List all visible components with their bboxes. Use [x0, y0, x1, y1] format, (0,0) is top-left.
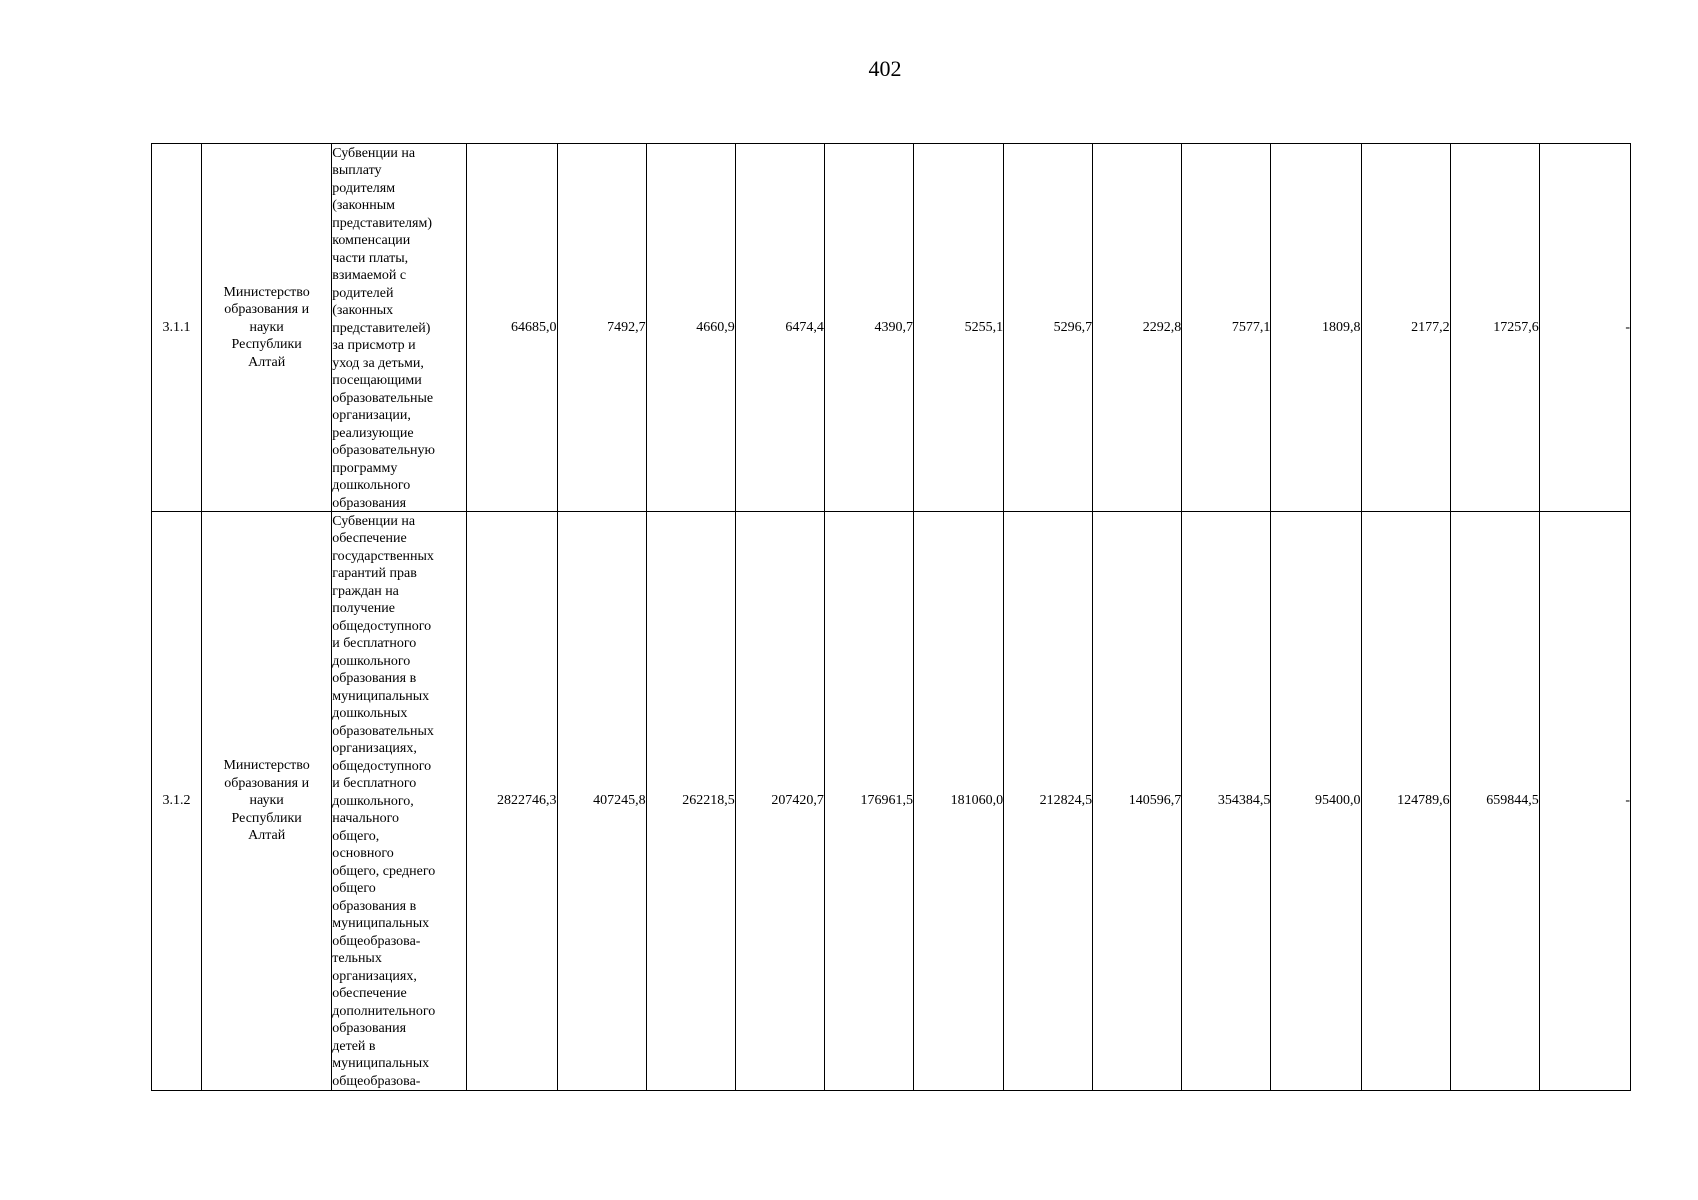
- text-line: родителей: [332, 285, 394, 301]
- table-row: [152, 512, 1631, 1091]
- text-line: Республики: [231, 810, 302, 826]
- value-cell: 140596,7: [1093, 512, 1182, 1091]
- value-cell: 6474,4: [735, 144, 824, 512]
- text-line: образования: [332, 1021, 407, 1036]
- value-cell: 95400,0: [1271, 512, 1361, 1091]
- text-line: науки: [249, 793, 284, 809]
- text-line: Министерство: [223, 284, 310, 300]
- text-line: детей в: [332, 1038, 376, 1054]
- text-line: организациях,: [332, 968, 417, 984]
- text-line: Субвенции на: [332, 513, 416, 529]
- text-line: образования в: [332, 671, 417, 686]
- value-cell: 7577,1: [1182, 144, 1271, 512]
- value-cell: 5255,1: [913, 144, 1003, 512]
- text-line: уход за детьми,: [332, 355, 424, 371]
- table-row: [152, 144, 1631, 512]
- text-line: за присмотр и: [332, 338, 416, 353]
- value-cell: 124789,6: [1361, 512, 1450, 1091]
- text-line: общедоступного: [332, 618, 432, 634]
- text-line: дошкольных: [332, 706, 408, 721]
- text-line: родителям: [332, 180, 396, 196]
- dash-cell: -: [1539, 512, 1630, 1091]
- text-line: дошкольного: [332, 653, 411, 669]
- text-line: образования и: [224, 302, 310, 318]
- value-cell: 407245,8: [557, 512, 646, 1091]
- value-cell: 1809,8: [1271, 144, 1361, 512]
- text-line: организации,: [332, 408, 411, 423]
- organization-cell: [202, 512, 332, 1091]
- value-cell: 176961,5: [824, 512, 913, 1091]
- value-cell: 7492,7: [557, 144, 646, 512]
- value-cell: 4390,7: [824, 144, 913, 512]
- value-cell: 2822746,3: [467, 512, 557, 1091]
- text-line: дополнительного: [332, 1003, 436, 1019]
- row-number: 3.1.1: [152, 144, 202, 512]
- text-line: образовательные: [332, 390, 434, 406]
- text-line: и бесплатного: [332, 636, 417, 651]
- row-number: 3.1.2: [152, 512, 202, 1091]
- text-line: муниципальных: [332, 688, 430, 704]
- text-line: образовательных: [332, 723, 434, 739]
- text-line: государственных: [332, 548, 434, 564]
- text-line: общедоступного: [332, 758, 432, 774]
- text-line: муниципальных: [332, 916, 430, 931]
- text-line: представителей): [332, 320, 431, 336]
- text-line: Республики: [231, 337, 302, 353]
- text-line: гарантий прав: [332, 566, 417, 581]
- table-body: [152, 144, 1631, 1091]
- text-line: части платы,: [332, 250, 409, 266]
- value-cell: 64685,0: [467, 144, 557, 512]
- value-cell: 4660,9: [646, 144, 735, 512]
- text-line: начального: [332, 811, 400, 826]
- text-line: Алтай: [248, 354, 286, 370]
- text-line: тельных: [332, 951, 382, 966]
- value-cell: 207420,7: [735, 512, 824, 1091]
- text-line: образования: [332, 495, 407, 511]
- value-cell: 2292,8: [1093, 144, 1182, 512]
- description-cell: [332, 144, 467, 512]
- text-line: (законным: [332, 198, 395, 213]
- value-cell: 17257,6: [1450, 144, 1539, 512]
- budget-table: [151, 143, 1631, 1091]
- value-cell: 181060,0: [913, 512, 1003, 1091]
- value-cell: 354384,5: [1182, 512, 1271, 1091]
- page-number: 402: [868, 56, 902, 81]
- description-cell: [332, 512, 467, 1091]
- text-line: реализующие: [332, 425, 414, 441]
- text-line: и бесплатного: [332, 776, 417, 791]
- text-line: организациях,: [332, 741, 417, 756]
- text-line: образования в: [332, 898, 417, 914]
- text-line: граждан на: [332, 583, 399, 599]
- text-line: (законных: [332, 303, 394, 318]
- organization-cell: [202, 144, 332, 512]
- value-cell: 212824,5: [1004, 512, 1093, 1091]
- text-line: компенсации: [332, 233, 411, 248]
- value-cell: 659844,5: [1450, 512, 1539, 1091]
- value-cell: 5296,7: [1004, 144, 1093, 512]
- text-line: обеспечение: [332, 531, 407, 546]
- text-line: общего: [332, 881, 376, 896]
- text-line: обеспечение: [332, 986, 407, 1001]
- text-line: Министерство: [223, 758, 310, 774]
- dash-cell: -: [1539, 144, 1630, 512]
- text-line: дошкольного,: [332, 793, 414, 809]
- text-line: взимаемой с: [332, 268, 407, 283]
- text-line: программу: [332, 460, 398, 476]
- text-line: основного: [332, 846, 394, 861]
- text-line: образования и: [224, 775, 310, 791]
- text-line: общеобразова-: [332, 1073, 421, 1089]
- text-line: дошкольного: [332, 478, 411, 493]
- text-line: получение: [332, 601, 395, 616]
- text-line: представителям): [332, 215, 432, 231]
- value-cell: 262218,5: [646, 512, 735, 1091]
- text-line: посещающими: [332, 373, 422, 388]
- text-line: образовательную: [332, 443, 435, 458]
- text-line: науки: [249, 319, 284, 335]
- text-line: Алтай: [248, 828, 286, 844]
- text-line: выплату: [332, 163, 382, 178]
- text-line: муниципальных: [332, 1056, 430, 1071]
- text-line: общеобразова-: [332, 933, 421, 949]
- text-line: общего, среднего: [332, 863, 436, 879]
- value-cell: 2177,2: [1361, 144, 1450, 512]
- text-line: Субвенции на: [332, 145, 416, 161]
- text-line: общего,: [332, 828, 380, 844]
